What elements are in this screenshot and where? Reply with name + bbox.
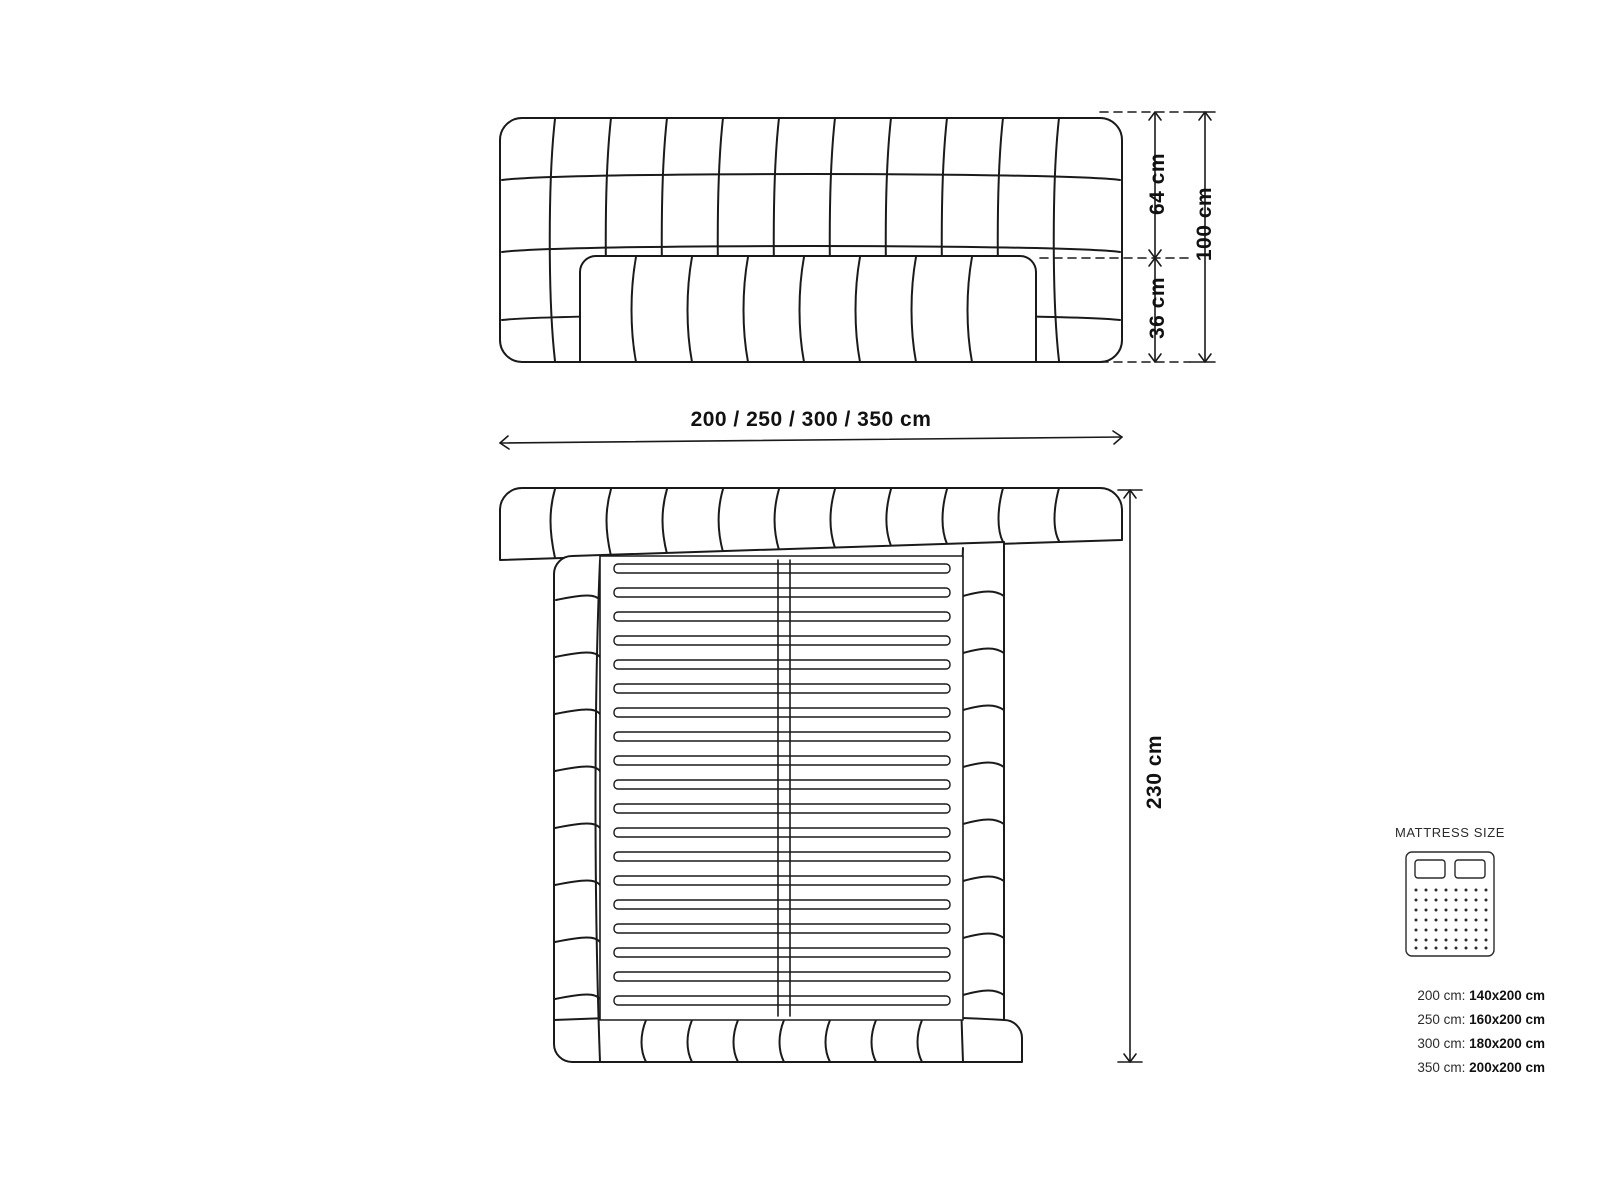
width-dimension-line [500, 431, 1122, 449]
dimension-total-height: 100 cm [1193, 186, 1216, 262]
dimension-backrest-height: 64 cm [1146, 152, 1169, 216]
legend-title: MATTRESS SIZE [1394, 825, 1506, 840]
mattress-size-legend [1355, 825, 1545, 1080]
top-plan-view [500, 488, 1122, 1062]
legend-row [1355, 1032, 1545, 1056]
legend-row [1355, 984, 1545, 1008]
legend-row-key: 350 cm: [1417, 1060, 1466, 1075]
legend-row-value: 180x200 cm [1469, 1036, 1545, 1051]
legend-row-value: 160x200 cm [1469, 1012, 1545, 1027]
dimension-width-options: 200 / 250 / 300 / 350 cm [690, 408, 932, 431]
dimension-seat-height: 36 cm [1146, 276, 1169, 340]
legend-rows [1355, 984, 1545, 1080]
legend-row-key: 200 cm: [1417, 988, 1466, 1003]
mattress-icon [1402, 848, 1498, 960]
legend-row-value: 200x200 cm [1469, 1060, 1545, 1075]
legend-row [1355, 1056, 1545, 1080]
front-elevation-view [500, 118, 1122, 362]
legend-row [1355, 1008, 1545, 1032]
dimension-depth: 230 cm [1143, 734, 1166, 810]
legend-row-key: 250 cm: [1417, 1012, 1466, 1027]
legend-row-value: 140x200 cm [1469, 988, 1545, 1003]
legend-row-key: 300 cm: [1417, 1036, 1466, 1051]
depth-dimension-line [1118, 490, 1142, 1062]
